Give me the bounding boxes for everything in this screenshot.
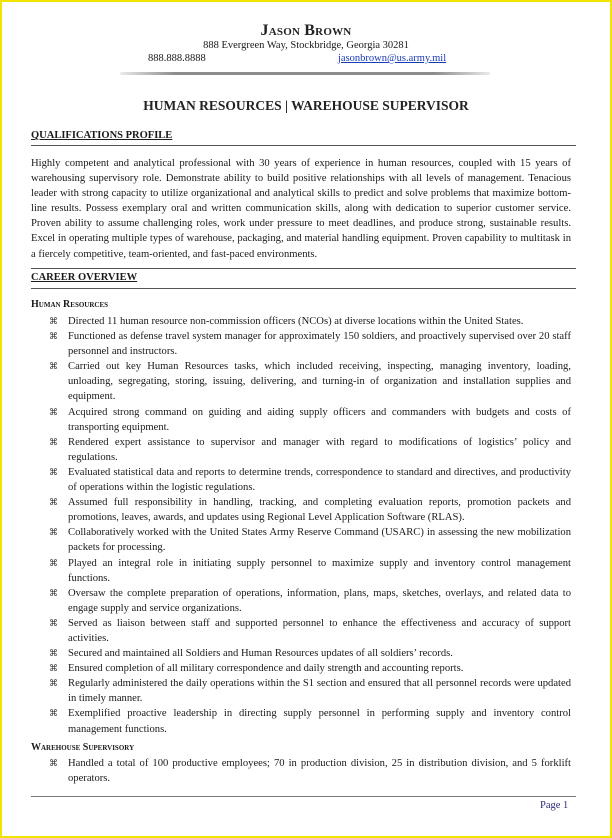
bullet-icon: ⌘: [49, 466, 58, 477]
bullet-text: Rendered expert assistance to supervisor and manager with regard to modifications of logistics’ policy and regulations.: [68, 436, 571, 463]
bullet-item: [31, 616, 571, 646]
bullet-icon: ⌘: [49, 331, 58, 342]
bullet-item: [31, 465, 571, 495]
bullet-icon: ⌘: [49, 587, 58, 598]
bullet-text: Handled a total of 100 productive employees; 70 in production division, 25 in distribution division, and 5 forklift operators.: [68, 758, 571, 785]
bullet-item: [31, 676, 571, 706]
bullet-text: Evaluated statistical data and reports to determine trends, correspondence to standard and directives, and productivity of operations within the logistic regulations.: [68, 466, 571, 494]
hr-subheading: Human Resources: [31, 299, 109, 310]
resume-title: HUMAN RESOURCES | WAREHOUSE SUPERVISOR: [143, 98, 469, 113]
candidate-name: Jason Brown: [260, 22, 352, 39]
bullet-item: [31, 495, 571, 525]
bullet-icon: ⌘: [49, 361, 58, 372]
bullet-text: Carried out key Human Resources tasks, which included receiving, inspecting, managing inventory, loading, unloading, segregating, storing, issuing, delivering, and turning-in of organization and installation supplies and equipment.: [68, 361, 571, 403]
bullet-item: [31, 586, 571, 616]
bullet-item: [31, 435, 571, 465]
bullet-item: [31, 359, 571, 404]
bullet-item: [31, 646, 571, 661]
bullet-text: Assumed full responsibility in handling, tracking, and completing evaluation reports, promotion packets and promotions, leaves, awards, and updates using Regional Level Application Software (RLAS).: [68, 497, 571, 524]
bullet-item: [31, 706, 571, 736]
career-top-divider: [31, 268, 576, 269]
bullet-text: Served as liaison between staff and supported personnel to enhance the effectiveness and accuracy of support activities.: [68, 617, 571, 644]
bullet-text: Acquired strong command on guiding and aiding supply officers and commanders with budgets and costs of transporting equipment.: [68, 406, 571, 433]
page-number: Page 1: [540, 800, 569, 811]
bullet-text: Directed 11 human resource non-commission officers (NCOs) at diverse locations within the United States.: [68, 316, 524, 327]
bullet-text: Functioned as defense travel system manager for approximately 150 soldiers, and proactively supervised over 20 staff personnel and instructors.: [68, 331, 571, 358]
bullet-item: [31, 556, 571, 586]
qualifications-text: Highly competent and analytical professional with 30 years of experience in human resources, coupled with 15 years of warehousing supervisory role. Demonstrate ability to build positive relationships with all levels of management. Tenacious leader with strong capacity to utilize organizational and analytical skills to predict and solve problems that maximize bottom-line results. Possess exemplary oral and written communication skills, along with dedication to superior customer service. Proven ability to assume challenging roles, work under pressure to meet deadlines, and produce strong, sustainable results. Excel in operating multiple types of warehouse, packaging, and material handling equipment. Proven capability to multitask in a fiercely competitive, team-oriented, and fast-paced environments.: [31, 158, 571, 260]
qualifications-divider: [31, 145, 576, 146]
bullet-item: [31, 525, 571, 555]
bullet-text: Ensured completion of all military correspondence and daily strength and accounting reports.: [68, 663, 464, 675]
bullet-icon: ⌘: [49, 406, 58, 417]
bullet-icon: ⌘: [49, 663, 58, 674]
bullet-item: [31, 405, 571, 435]
bullet-icon: ⌘: [49, 497, 58, 508]
qualifications-heading: QUALIFICATIONS PROFILE: [31, 130, 173, 141]
bullet-text: Regularly administered the daily operations within the S1 section and ensured that all personnel records were updated in timely manner.: [68, 678, 571, 705]
bullet-icon: ⌘: [49, 678, 58, 689]
candidate-phone: 888.888.8888: [148, 53, 206, 64]
hr-bullet-list: [31, 314, 571, 737]
career-divider: [31, 288, 576, 289]
bullet-text: Collaboratively worked with the United States Army Reserve Command (USARC) in assessing the new mobilization packets for processing.: [68, 527, 571, 554]
bullet-icon: ⌘: [49, 708, 58, 719]
bullet-text: Oversaw the complete preparation of operations, information, plans, maps, sketches, overlays, and related data to engage supply and service organizations.: [68, 587, 571, 614]
candidate-address: 888 Evergreen Way, Stockbridge, Georgia 30281: [203, 40, 409, 51]
warehouse-subheading: Warehouse Supervisory: [31, 742, 135, 753]
bullet-text: Secured and maintained all Soldiers and Human Resources updates of all soldiers’ records.: [68, 648, 453, 660]
bullet-icon: ⌘: [49, 648, 58, 659]
bullet-icon: ⌘: [49, 436, 58, 447]
bullet-icon: ⌘: [49, 617, 58, 628]
career-heading: CAREER OVERVIEW: [31, 272, 138, 283]
footer-divider: [31, 796, 576, 797]
bullet-item: [31, 756, 571, 786]
bullet-icon: ⌘: [49, 316, 58, 326]
candidate-email-link[interactable]: jasonbrown@us.army.mil: [338, 53, 447, 64]
warehouse-bullet-list: [31, 756, 571, 786]
header-divider: [120, 72, 490, 75]
bullet-text: Exemplified proactive leadership in directing supply personnel in performing supply and inventory control management functions.: [68, 708, 571, 735]
bullet-icon: ⌘: [49, 557, 58, 568]
bullet-item: [31, 314, 571, 329]
bullet-item: [31, 661, 571, 676]
bullet-text: Played an integral role in initiating supply personnel to maximize supply and inventory control management functions.: [68, 557, 571, 584]
bullet-icon: ⌘: [49, 527, 58, 538]
bullet-icon: ⌘: [49, 758, 58, 768]
bullet-item: [31, 329, 571, 359]
